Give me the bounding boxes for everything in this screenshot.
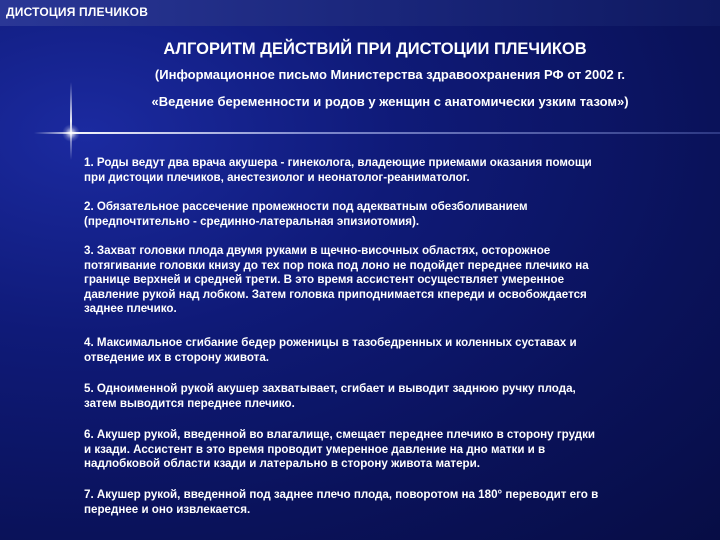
decorative-star-glow xyxy=(62,124,80,142)
step-3-line-5: заднее плечико. xyxy=(84,302,177,315)
step-3-line-1: 3. Захват головки плода двумя руками в щечно-височных областях, осторожное xyxy=(84,244,551,257)
step-5-line-1: 5. Одноименной рукой акушер захватывает, сгибает и выводит заднюю ручку плода, xyxy=(84,382,576,395)
step-2 xyxy=(84,200,528,229)
page-title: АЛГОРИТМ ДЕЙСТВИЙ ПРИ ДИСТОЦИИ ПЛЕЧИКОВ xyxy=(163,40,587,58)
step-3-line-2: потягивание головки книзу до тех пор пока под лоно не подойдет переднее плечико на xyxy=(84,258,589,272)
step-7-line-1: 7. Акушер рукой, введенной под заднее плечо плода, поворотом на 180° переводит его в xyxy=(84,488,599,501)
step-1-line-2: при дистоции плечиков, анестезиолог и неонатолог-реаниматолог. xyxy=(84,170,470,184)
step-3-line-3: границе верхней и средней трети. В это время ассистент осуществляет умеренное xyxy=(84,273,565,286)
step-6-line-3: надлобковой области кзади и латерально в сторону живота матери. xyxy=(84,457,480,470)
header-bar xyxy=(0,0,720,26)
step-4-line-1: 4. Максимальное сгибание бедер роженицы в тазобедренных и коленных суставах и xyxy=(84,336,577,349)
step-6-line-2: и кзади. Ассистент в это время проводит умеренное давление на дно матки и в xyxy=(84,442,546,456)
step-2-line-2: (предпочтительно - срединно-латеральная эпизиотомия). xyxy=(84,214,420,228)
step-5-line-2: затем выводится переднее плечико. xyxy=(84,396,295,410)
step-7-line-2: переднее и оно извлекается. xyxy=(84,502,251,516)
step-3-line-4: давление рукой над лобком. Затем головка приподнимается кпереди и освобождается xyxy=(84,287,587,301)
step-3 xyxy=(84,244,589,317)
step-2-line-1: 2. Обязательное рассечение промежности под адекватным обезболиванием xyxy=(84,200,528,213)
step-6-line-1: 6. Акушер рукой, введенной во влагалище, смещает переднее плечико в сторону грудки xyxy=(84,428,596,441)
decorative-horizontal-line xyxy=(34,132,720,134)
step-7 xyxy=(84,488,598,517)
step-4-line-2: отведение их в сторону живота. xyxy=(84,350,269,364)
slide-header-title: ДИСТОЦИЯ ПЛЕЧИКОВ xyxy=(6,5,149,19)
subtitle-line-1: (Информационное письмо Министерства здравоохранения РФ от 2002 г. xyxy=(154,67,626,82)
step-5 xyxy=(84,382,576,411)
step-6 xyxy=(84,428,595,472)
step-1 xyxy=(84,156,592,185)
step-4 xyxy=(84,336,577,365)
step-1-line-1: 1. Роды ведут два врача акушера - гинеколога, владеющие приемами оказания помощи xyxy=(84,156,592,169)
subtitle-line-2: «Ведение беременности и родов у женщин с анатомически узким тазом») xyxy=(151,94,629,109)
